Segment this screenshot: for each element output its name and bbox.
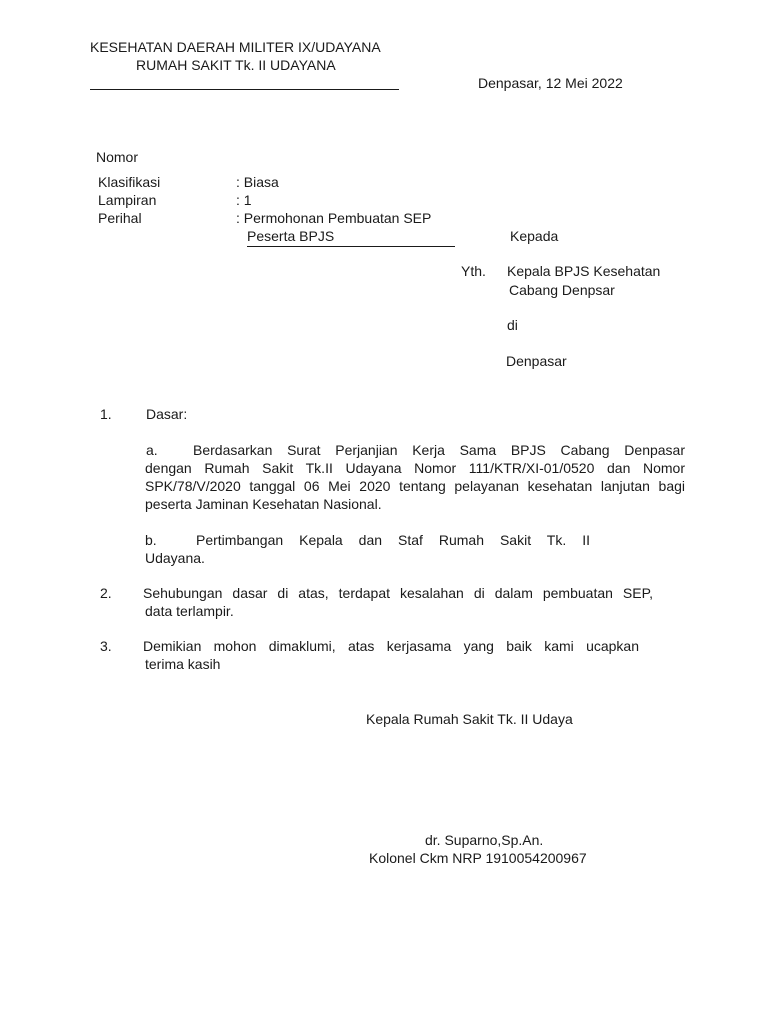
point-1a-line1: Berdasarkan Surat Perjanjian Kerja Sama BPJS Cabang Denpasar [193,442,685,458]
point-1a-line4: peserta Jaminan Kesehatan Nasional. [145,496,382,512]
signatory-rank: Kolonel Ckm NRP 1910054200967 [369,850,587,866]
recipient-line2: Cabang Denpsar [509,282,615,298]
recipient-di: di [507,317,518,333]
org-name-line1: KESEHATAN DAERAH MILITER IX/UDAYANA [90,39,381,55]
yth-label: Yth. [461,263,486,279]
point-1b-line2: Udayana. [145,550,205,566]
point-1-title: Dasar: [146,406,188,422]
point-3-line1: Demikian mohon dimaklumi, atas kerjasama yang baik kami ucapkan [143,638,639,654]
perihal-value-line1: : Permohonan Pembuatan SEP [236,210,432,226]
point-1-number: 1. [100,406,112,422]
point-2-number: 2. [100,585,112,601]
point-2-line2: data terlampir. [145,603,234,619]
signatory-name: dr. Suparno,Sp.An. [425,832,544,848]
kepada-label: Kepada [510,228,559,244]
signature-title: Kepala Rumah Sakit Tk. II Udaya [366,711,573,727]
point-2-line1: Sehubungan dasar di atas, terdapat kesalahan di dalam pembuatan SEP, [143,585,653,601]
klasifikasi-value: : Biasa [236,174,279,190]
point-1a-line3: SPK/78/V/2020 tanggal 06 Mei 2020 tentang pelayanan kesehatan lanjutan bagi [145,478,685,494]
nomor-label: Nomor [96,149,139,165]
place-date: Denpasar, 12 Mei 2022 [478,75,623,91]
point-3-line2: terima kasih [145,656,221,672]
lampiran-label: Lampiran [98,192,157,208]
point-1b-label: b. [145,532,157,548]
point-1a-line2: dengan Rumah Sakit Tk.II Udayana Nomor 111/KTR/XI-01/0520 dan Nomor [145,460,685,476]
perihal-label: Perihal [98,210,142,226]
klasifikasi-label: Klasifikasi [98,174,161,190]
recipient-city: Denpasar [506,353,567,369]
point-3-number: 3. [100,638,112,654]
point-1b-line1: Pertimbangan Kepala dan Staf Rumah Sakit Tk. II [196,532,590,548]
recipient-line1: Kepala BPJS Kesehatan [507,263,661,279]
point-1a-label: a. [146,442,158,458]
perihal-value-line2: Peserta BPJS [247,228,335,244]
org-name-line2: RUMAH SAKIT Tk. II UDAYANA [136,57,336,73]
header-underline [90,89,399,90]
lampiran-value: : 1 [236,192,252,208]
perihal-underline [247,246,455,247]
